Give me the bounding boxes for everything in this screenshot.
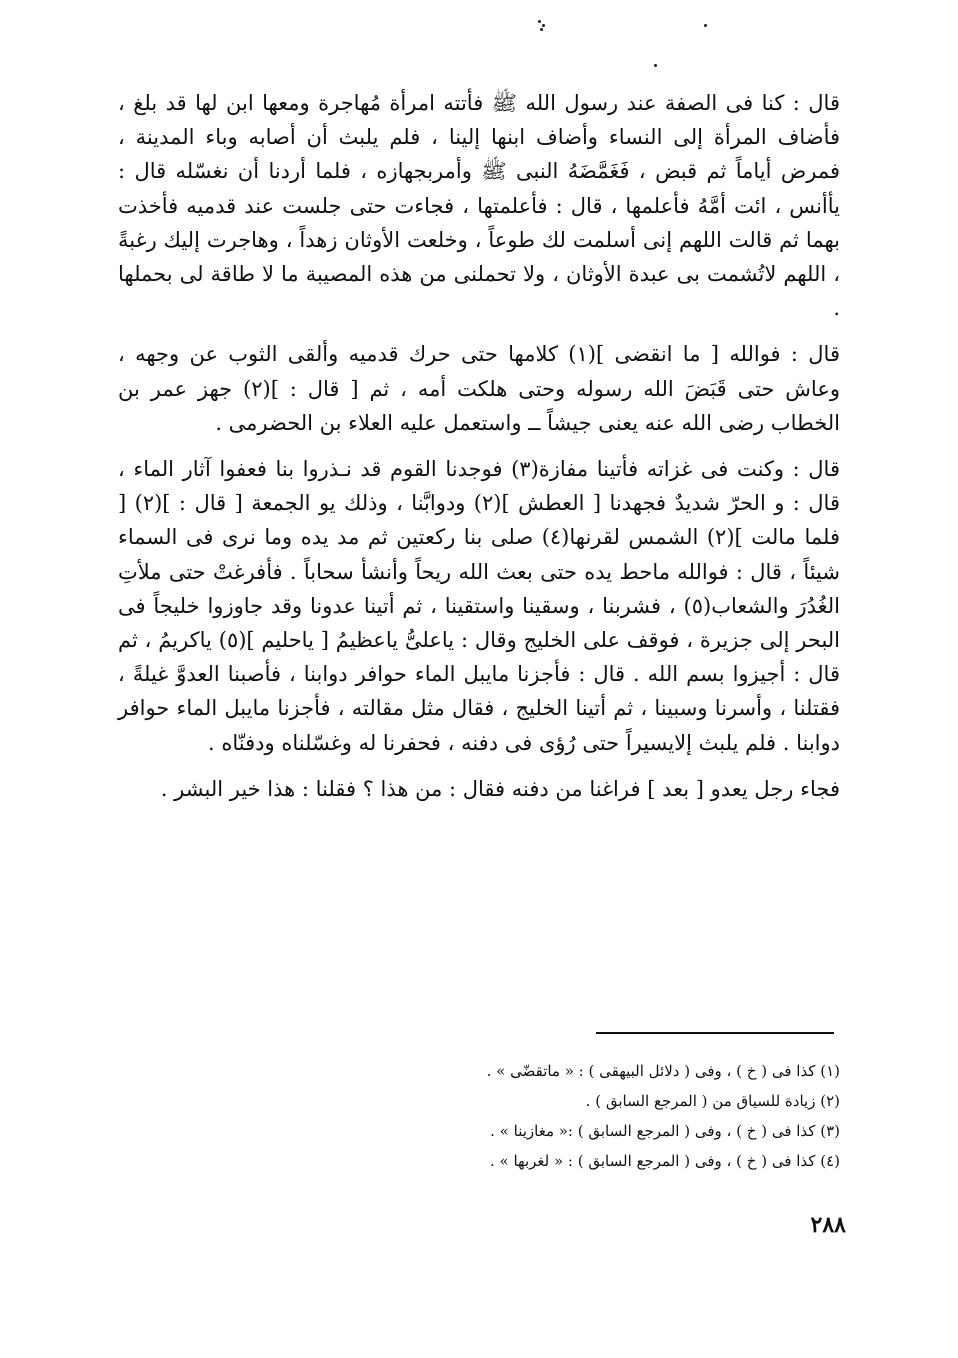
footnote: (٤) كذا فى ( خ ) ، وفى ( المرجع السابق ) : « لغربها » . [489,1152,840,1170]
footnote-divider [596,1032,834,1034]
page-number: ٢٨٨ [810,1212,846,1238]
footnote: (١) كذا فى ( خ ) ، وفى ( دلائل البيهقى ) : « ماتقضّى » . [486,1062,840,1080]
footnote: (٢) زيادة للسياق من ( المرجع السابق ) . [585,1092,840,1110]
footnote: (٣) كذا فى ( خ ) ، وفى ( المرجع السابق ) :« مغازينا » . [490,1122,840,1140]
print-marks [520,12,720,72]
paragraph: قال : وكنت فى غزاته فأتينا مفازة(٣) فوجدنا القوم قد نـذروا بنا فعفوا آثار الماء ، قال : و الحرّ شديدٌ فجهدنا [ العطش ](٢) ودوابَّنا ، وذلك يو الجمعة [ قال : ](٢) [ فلما مالت ](٢) الشمس لقرنها(٤) صلى بنا ركعتين ثم مد يده وما نرى فى السماء شيئاً ، قال : فوالله ماحط يده حتى بعث الله ريحاً وأنشأ سحاباً . فأفرغتْ حتى ملأتِ الغُدُرَ والشعاب(٥) ، فشربنا ، وسقينا واستقينا ، ثم أتينا عدونا وقد جاوزوا خليجاً فى البحر إلى جزيرة ، فوقف على الخليج وقال : ياعلىُّ ياعظيمُ [ ياحليم ](٥) ياكريمُ ، ثم قال : أجيزوا بسم الله . قال : فأجزنا مايبل الماء حوافر دوابنا ، فأصبنا العدوَّ غيلةً ، فقتلنا ، وأسرنا وسبينا ، ثم أتينا الخليج ، فقال مثل مقالته ، فأجزنا مايبل الماء حوافر دوابنا . فلم يلبث إلايسيراً حتى رُؤى فى دفنه ، فحفرنا له وغسّلناه ودفنّاه . [118,457,841,755]
body-text [118,86,840,806]
footnotes [300,1056,840,1176]
paragraph: قال : كنا فى الصفة عند رسول الله ﷺ فأتته امرأة مُهاجرة ومعها ابن لها قد بلغ ، فأضاف المرأة إلى النساء وأضاف ابنها إلينا ، فلم يلبث أن أصابه وباء المدينة ، فمرض أياماً ثم قبض ، فَغَمَّضَهُ النبى ﷺ وأمربجهازه ، فلما أردنا أن نغسّله قال : يأأنس ، ائت أمَّهُ فأعلمها ، قال : فأعلمتها ، فجاءت حتى جلست عند قدميه فأخذت بهما ثم قالت اللهم إنى أسلمت لك طوعاً ، وخلعت الأوثان زهداً ، وهاجرت إليك رغبةً ، اللهم لاتُشمت بى عبدة الأوثان ، ولا تحملنى من هذه المصيبة ما لا طاقة لى بحملها . [118,91,840,321]
paragraph: قال : فوالله [ ما انقضى ](١) كلامها حتى حرك قدميه وألقى الثوب عن وجهه ، وعاش حتى قَبَضَ الله رسوله وحتى هلكت أمه ، ثم [ قال : ](٢) جهز عمر بن الخطاب رضى الله عنه يعنى جيشاً ــ واستعمل عليه العلاء بن الحضرمى . [118,342,841,435]
paragraph: فجاء رجل يعدو [ بعد ] فراغنا من دفنه فقال : من هذا ؟ فقلنا : هذا خير البشر . [160,776,840,801]
